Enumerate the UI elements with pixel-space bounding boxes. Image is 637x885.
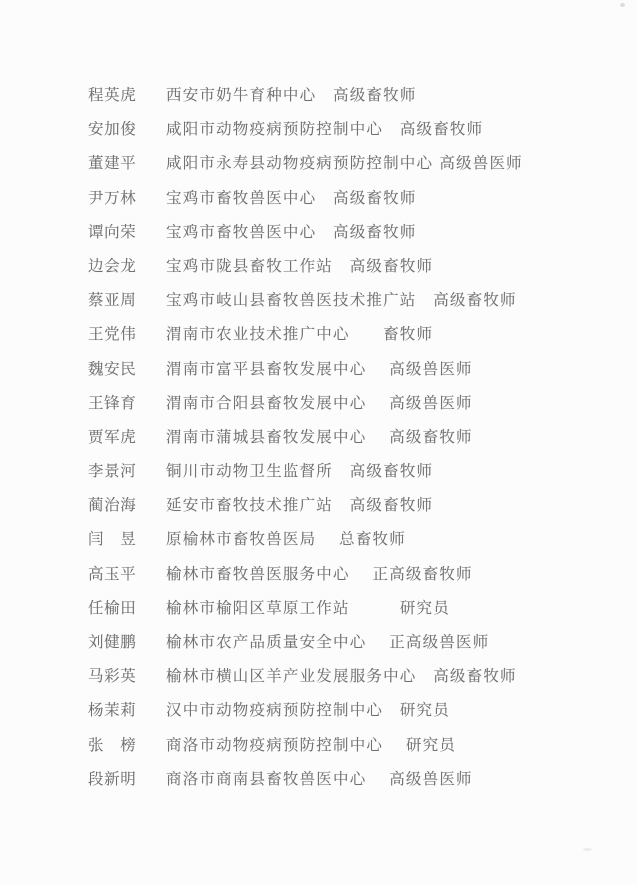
table-row — [88, 659, 617, 693]
person-name: 魏安民 — [88, 359, 137, 378]
job-title: 总畜牧师 — [339, 530, 406, 549]
column-gap — [383, 120, 400, 138]
organization-name: 铜川市动物卫生监督所 — [166, 462, 334, 481]
organization-name: 渭南市农业技术推广中心 — [166, 325, 350, 344]
column-gap — [316, 223, 333, 241]
job-title: 高级兽医师 — [389, 769, 473, 788]
table-row — [88, 317, 617, 351]
column-gap — [366, 633, 389, 651]
column-gap — [350, 565, 373, 583]
person-name: 张 榜 — [88, 735, 137, 754]
table-row — [88, 522, 617, 556]
table-row — [88, 728, 617, 762]
table-row — [88, 249, 617, 283]
person-name: 贾军虎 — [88, 427, 137, 446]
table-row — [88, 454, 617, 488]
job-title: 畜牧师 — [383, 325, 434, 344]
scan-artifact-smudge — [583, 848, 592, 851]
column-gap — [417, 291, 434, 309]
column-gap — [383, 701, 400, 719]
organization-name: 咸阳市动物疫病预防控制中心 — [166, 120, 384, 139]
column-gap — [366, 360, 389, 378]
person-name: 董建平 — [88, 154, 137, 173]
table-row — [88, 352, 617, 386]
job-title: 研究员 — [405, 735, 457, 754]
column-gap — [366, 770, 389, 788]
organization-name: 商洛市商南县畜牧兽医中心 — [166, 769, 367, 788]
person-name: 段新明 — [88, 769, 137, 788]
job-title: 高级兽医师 — [389, 393, 473, 412]
personnel-roster — [88, 78, 617, 796]
column-gap — [316, 530, 339, 548]
table-row — [88, 386, 617, 420]
organization-name: 渭南市合阳县畜牧发展中心 — [166, 393, 367, 412]
column-gap — [366, 394, 389, 412]
column-gap — [350, 325, 383, 343]
organization-name: 原榆林市畜牧兽医局 — [166, 530, 317, 549]
organization-name: 榆林市榆阳区草原工作站 — [166, 598, 350, 617]
person-name: 高玉平 — [88, 564, 137, 583]
job-title: 高级畜牧师 — [333, 86, 417, 104]
job-title: 正高级畜牧师 — [372, 564, 473, 583]
job-title: 高级畜牧师 — [333, 188, 417, 207]
table-row — [88, 557, 617, 591]
job-title: 正高级兽医师 — [389, 633, 490, 651]
organization-name: 榆林市畜牧兽医服务中心 — [166, 564, 350, 583]
table-row — [88, 215, 617, 249]
job-title: 研究员 — [399, 598, 450, 617]
organization-name: 西安市奶牛育种中心 — [166, 86, 317, 104]
table-row — [88, 283, 617, 317]
person-name: 王党伟 — [88, 325, 137, 344]
job-title: 高级畜牧师 — [399, 120, 484, 139]
scan-artifact-speck — [620, 3, 625, 7]
person-name: 刘健鹏 — [88, 633, 137, 651]
person-name: 尹万林 — [88, 188, 137, 207]
column-gap — [316, 189, 333, 207]
person-name: 程英虎 — [88, 86, 137, 104]
organization-name: 咸阳市永寿县动物疫病预防控制中心 — [166, 154, 434, 173]
table-row — [88, 625, 617, 659]
organization-name: 商洛市动物疫病预防控制中心 — [166, 735, 384, 754]
organization-name: 渭南市蒲城县畜牧发展中心 — [166, 427, 367, 446]
table-row — [88, 591, 617, 625]
job-title: 高级畜牧师 — [349, 462, 434, 481]
job-title: 高级畜牧师 — [433, 667, 517, 686]
table-row — [88, 112, 617, 146]
person-name: 谭向荣 — [88, 222, 137, 241]
table-row — [88, 78, 617, 112]
person-name: 马彩英 — [88, 667, 137, 686]
job-title: 高级兽医师 — [389, 359, 473, 378]
job-title: 高级畜牧师 — [433, 291, 517, 310]
column-gap — [316, 86, 333, 104]
table-row — [88, 762, 617, 796]
organization-name: 宝鸡市陇县畜牧工作站 — [166, 256, 334, 275]
person-name: 蔡亚周 — [88, 291, 137, 310]
organization-name: 榆林市横山区羊产业发展服务中心 — [166, 667, 417, 686]
job-title: 研究员 — [399, 701, 450, 720]
person-name: 蔺治海 — [88, 496, 137, 515]
organization-name: 榆林市农产品质量安全中心 — [166, 633, 367, 651]
job-title: 高级畜牧师 — [333, 222, 417, 241]
job-title: 高级畜牧师 — [349, 256, 434, 275]
person-name: 安加俊 — [88, 120, 137, 139]
job-title: 高级畜牧师 — [349, 496, 434, 515]
organization-name: 宝鸡市岐山县畜牧兽医技术推广站 — [166, 291, 417, 310]
table-row — [88, 181, 617, 215]
organization-name: 汉中市动物疫病预防控制中心 — [166, 701, 384, 720]
organization-name: 宝鸡市畜牧兽医中心 — [166, 188, 317, 207]
table-row — [88, 420, 617, 454]
person-name: 边会龙 — [88, 256, 137, 275]
organization-name: 延安市畜牧技术推广站 — [166, 496, 334, 515]
job-title: 高级兽医师 — [439, 154, 523, 173]
table-row — [88, 693, 617, 727]
person-name: 王锋育 — [88, 393, 137, 412]
organization-name: 宝鸡市畜牧兽医中心 — [166, 222, 317, 241]
table-row — [88, 488, 617, 522]
column-gap — [350, 599, 400, 617]
person-name: 闫 昱 — [88, 530, 137, 549]
organization-name: 渭南市富平县畜牧发展中心 — [166, 359, 367, 378]
column-gap — [383, 736, 406, 754]
column-gap — [366, 428, 389, 446]
column-gap — [333, 257, 350, 275]
person-name: 任榆田 — [88, 598, 137, 617]
job-title: 高级畜牧师 — [389, 427, 473, 446]
column-gap — [333, 496, 350, 514]
table-row — [88, 146, 617, 180]
column-gap — [333, 462, 350, 480]
column-gap — [417, 667, 434, 685]
person-name: 李景河 — [88, 462, 137, 481]
person-name: 杨茉莉 — [88, 701, 137, 720]
